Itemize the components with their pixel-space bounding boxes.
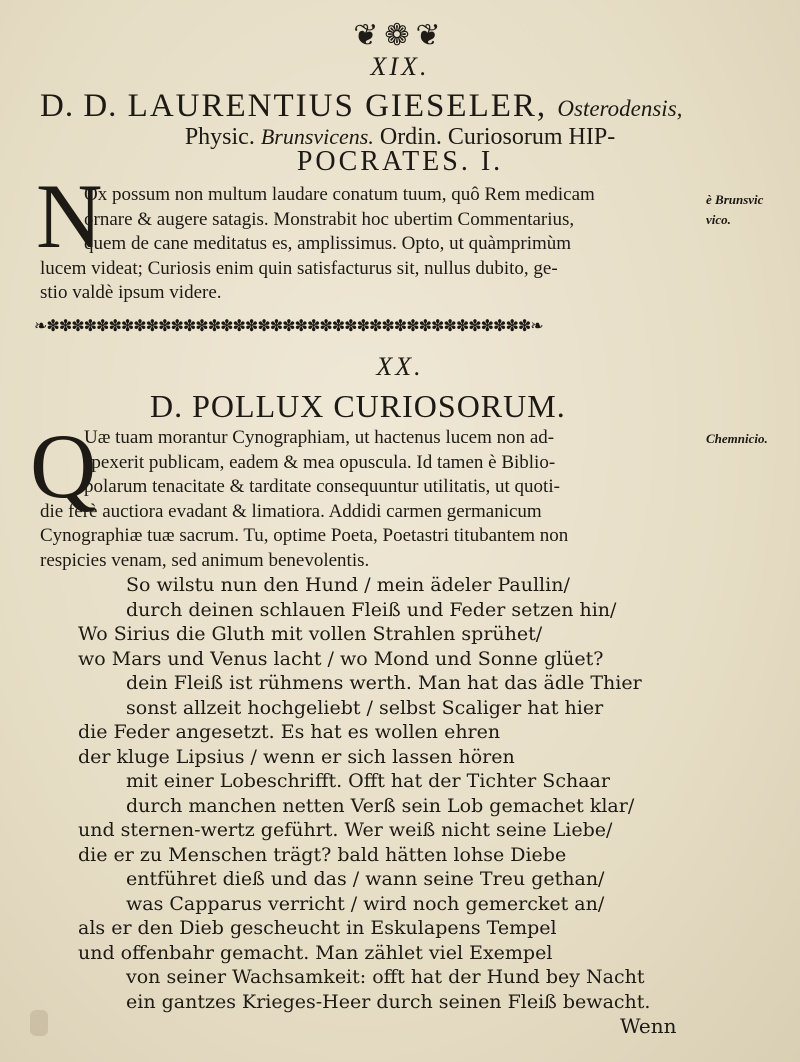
page-smudge: [30, 1010, 48, 1036]
margin-note-vico: vico.: [706, 212, 731, 227]
poem-line: der kluge Lipsius / wenn er sich lassen hören: [78, 745, 515, 768]
author-title-line-2: POCRATES. I.: [296, 146, 504, 177]
poem-line: und sternen-wertz geführt. Wer weiß nicht seine Liebe/: [78, 819, 613, 841]
section-number-20: XX.: [376, 352, 424, 381]
title-brunsvicens: Brunsvicens.: [260, 124, 374, 149]
ornamental-divider: ❧✽✽✽✽✽✽✽✽✽✽✽✽✽✽✽✽✽✽✽✽✽✽✽✽✽✽✽✽✽✽✽✽✽✽✽✽✽✽✽❧: [34, 318, 543, 335]
author-name: LAURENTIUS GIESELER,: [127, 88, 548, 124]
letter-19-line-4: lucem videat; Curiosis enim quin satisfacturus sit, nullus dubito, ge-: [40, 257, 558, 279]
letter-20-body: [40, 426, 700, 573]
poem-line: von seiner Wachsamkeit: offt hat der Hund bey Nacht: [126, 966, 645, 988]
poem-line: Wo Sirius die Gluth mit vollen Strahlen sprühet/: [78, 623, 543, 645]
poem-line: durch deinen schlauen Fleiß und Feder setzen hin/: [126, 598, 617, 621]
poem-line: dein Fleiß ist rühmens werth. Man hat das ädle Thier: [126, 672, 642, 694]
name-prefix: D. D.: [40, 88, 118, 124]
poem-line: als er den Dieb gescheucht in Eskulapens Tempel: [78, 917, 557, 939]
poem-line: sonst allzeit hochgeliebt / selbst Scaliger hat hier: [126, 696, 604, 719]
letter-20-line-4: die ferè auctiora evadant & limatiora. Addidi carmen germanicum: [40, 500, 542, 522]
poem-line: wo Mars und Venus lacht / wo Mond und Sonne glüet?: [78, 647, 604, 670]
poem-line: entführet dieß und das / wann seine Treu gethan/: [126, 868, 605, 890]
letter-19-line-5: stio valdè ipsum videre.: [40, 282, 222, 303]
title-ordin: Ordin. Curiosorum HIP-: [379, 124, 616, 150]
letter-19-body: [40, 183, 700, 306]
section-20-title: D. POLLUX CURIOSORUM.: [150, 388, 566, 424]
dropcap-n: N: [36, 165, 103, 267]
letter-20-line-3: polarum tenacitate & tarditate consequuntur utilitatis, ut quoti-: [84, 476, 560, 497]
title-physic: Physic.: [184, 124, 255, 150]
poem-line: mit einer Lobeschrifft. Offt hat der Tichter Schaar: [126, 770, 610, 792]
author-name-line: [40, 88, 770, 125]
author-origin: Osterodensis,: [557, 96, 683, 121]
poem-line: ein gantzes Krieges-Heer durch seinen Fleiß bewacht.: [126, 990, 651, 1013]
poem-line: die er zu Menschen trägt? bald hätten lohse Diebe: [78, 843, 567, 866]
poem-line: die Feder angesetzt. Es hat es wollen ehren: [78, 721, 501, 743]
ornament-icon: ❦❁❦: [353, 19, 447, 52]
poem-line: was Capparus verricht / wird noch gemercket an/: [126, 892, 605, 915]
letter-19-line-3: quem de cane meditatus es, amplissimus. Opto, ut quàmprimùm: [84, 233, 572, 254]
poem-line: und offenbahr gemacht. Man zählet viel Exempel: [78, 941, 553, 964]
letter-19-line-2: ornare & augere satagis. Monstrabit hoc ubertim Commentarius,: [84, 208, 575, 230]
poem-line: durch manchen netten Verß sein Lob gemachet klar/: [126, 794, 635, 817]
margin-note-chemnicio: Chemnicio.: [706, 431, 768, 446]
section-number-19: XIX.: [370, 52, 430, 81]
poem-line: So wilstu nun den Hund / mein ädeler Paullin/: [126, 574, 570, 596]
letter-20-line-2: spexerit publicam, eadem & mea opuscula. Id tamen è Biblio-: [84, 451, 556, 473]
german-poem: [78, 573, 718, 1014]
letter-20-line-5: Cynographiæ tuæ sacrum. Tu, optime Poeta, Poetastri titubantem non: [40, 525, 569, 546]
letter-20-line-1: Uæ tuam morantur Cynographiam, ut hactenus lucem non ad-: [84, 427, 555, 448]
letter-19-line-1: Ox possum non multum laudare conatum tuum, quô Rem medicam: [84, 184, 595, 205]
catchword: Wenn: [620, 1014, 677, 1038]
margin-note-brunsvic: è Brunsvic: [706, 192, 764, 207]
dropcap-q: Q: [30, 415, 97, 517]
letter-20-line-6: respicies venam, sed animum benevolentis.: [40, 549, 370, 571]
